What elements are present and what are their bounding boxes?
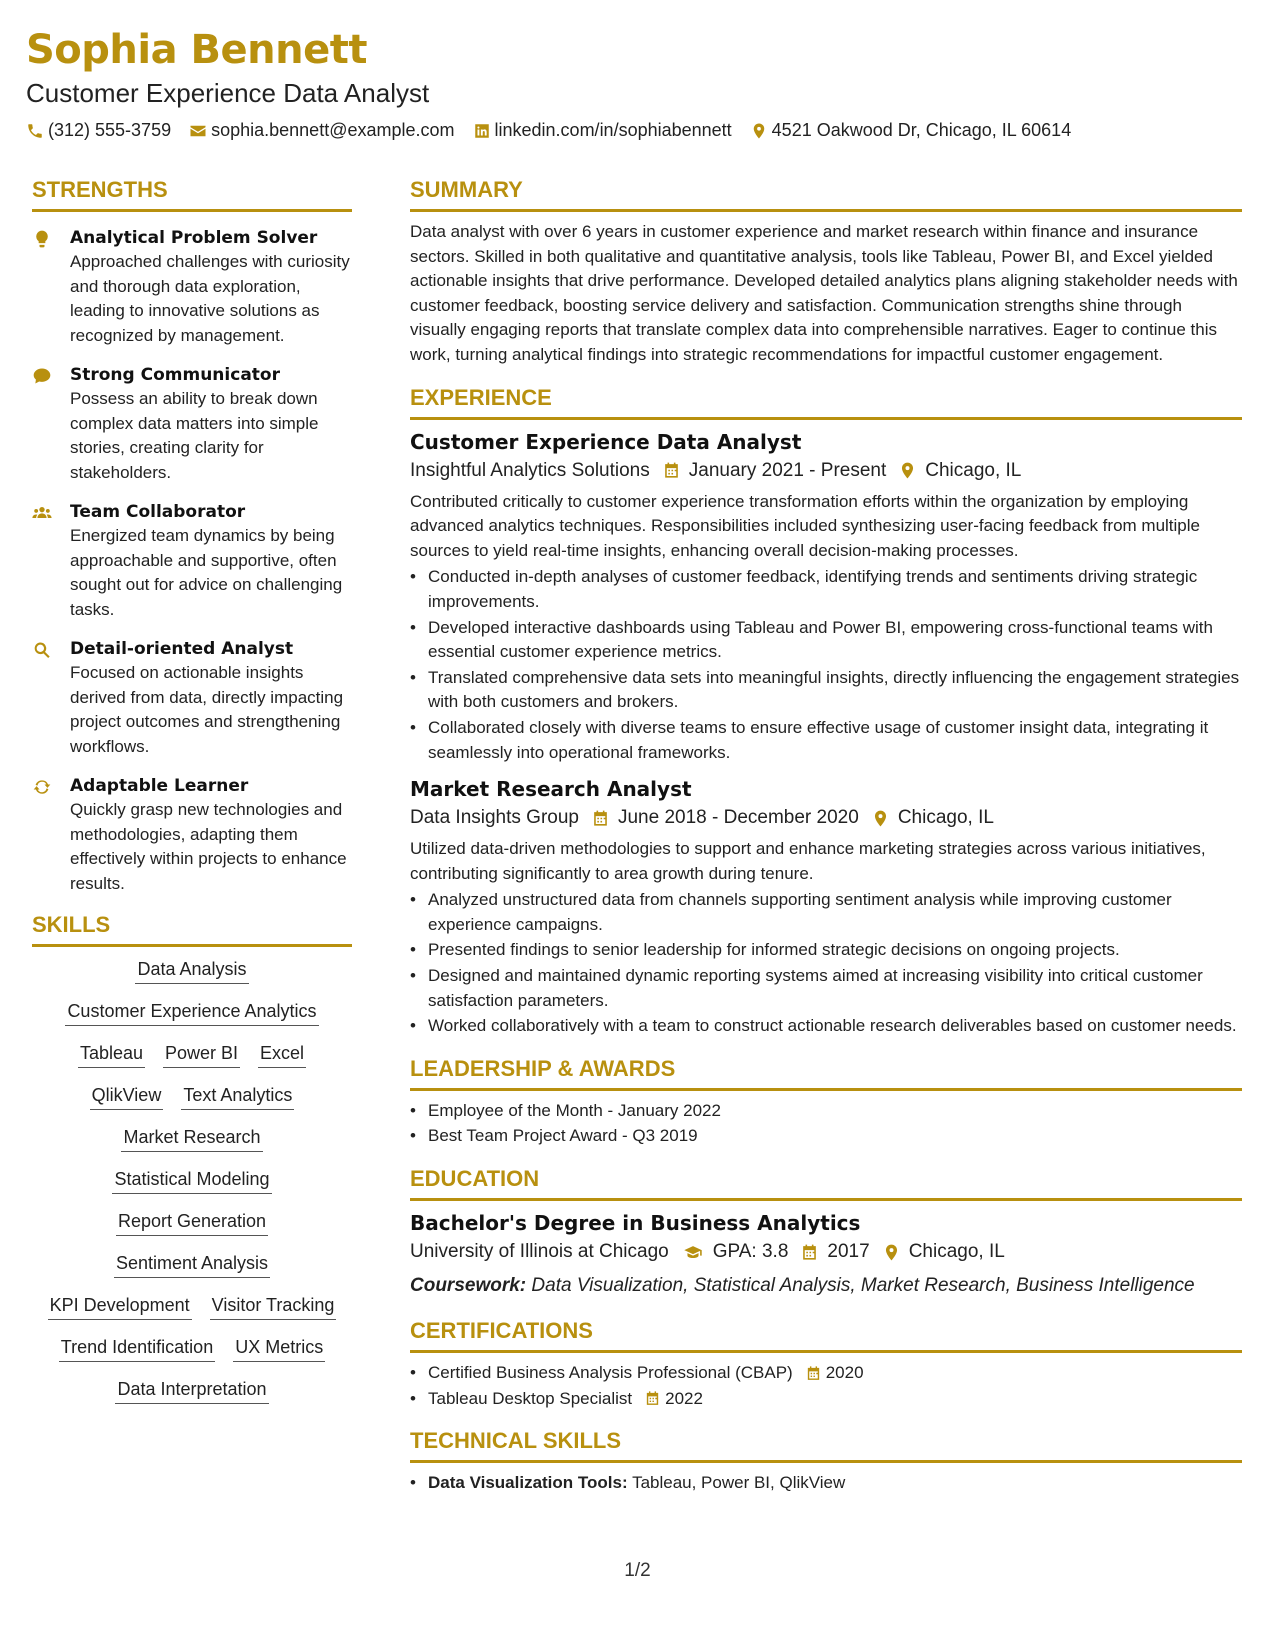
list-item: • Conducted in-depth analyses of customer feedback, identifying trends and sentiments driving strategic improvements. [410, 565, 1242, 614]
skill-tag: Visitor Tracking [210, 1291, 337, 1320]
job-bullets [410, 888, 1242, 1039]
skill-tag: QlikView [90, 1081, 164, 1110]
list-item: • Collaborated closely with diverse teams to ensure effective usage of customer insight data, integrating it seamlessly into operational frameworks. [410, 716, 1242, 765]
job-company: Data Insights Group [410, 807, 579, 829]
graduation-year: 2017 [827, 1241, 870, 1263]
strength-item [32, 637, 352, 759]
education-meta [410, 1237, 1242, 1267]
list-item: • Designed and maintained dynamic reporting systems aimed at increasing visibility into critical customer satisfaction parameters. [410, 964, 1242, 1013]
calendar-icon [805, 1365, 822, 1382]
left-column [32, 176, 352, 1417]
refresh-icon [32, 777, 52, 797]
strength-description: Approached challenges with curiosity and thorough data exploration, leading to innovative solutions as recognized by management. [70, 252, 350, 345]
skill-tag: Excel [258, 1039, 306, 1068]
job-role: Market Research Analyst [410, 777, 692, 802]
list-item: • Translated comprehensive data sets into meaningful insights, directly influencing the engagement strategies with both customers and brokers. [410, 666, 1242, 715]
skill-tag: Statistical Modeling [112, 1165, 271, 1194]
calendar-icon [800, 1243, 819, 1262]
technical-skills-heading: TECHNICAL SKILLS [410, 1427, 1242, 1463]
skill-tag: Data Interpretation [115, 1375, 268, 1404]
job-entry [410, 428, 1242, 766]
education-heading: EDUCATION [410, 1165, 1242, 1201]
job-dates: January 2021 - Present [688, 459, 887, 481]
linkedin-text[interactable]: linkedin.com/in/sophiabennett [494, 120, 732, 140]
skill-tag: Sentiment Analysis [114, 1249, 270, 1278]
certifications-heading: CERTIFICATIONS [410, 1317, 1242, 1353]
strength-item [32, 363, 352, 485]
strength-item [32, 226, 352, 348]
skill-tag: Tableau [78, 1039, 145, 1068]
map-pin-icon [750, 122, 768, 140]
skill-tag: Customer Experience Analytics [65, 997, 318, 1026]
contact-linkedin[interactable] [473, 120, 732, 141]
map-pin-icon [882, 1243, 901, 1262]
cert-name: • Tableau Desktop Specialist [428, 1388, 633, 1408]
strength-description: Focused on actionable insights derived from data, directly impacting project outcomes and strengthening workflows. [70, 663, 344, 756]
candidate-title: Customer Experience Data Analyst [26, 78, 430, 108]
experience-heading: EXPERIENCE [410, 384, 1242, 420]
skill-tag: Trend Identification [59, 1333, 215, 1362]
skills-list [32, 955, 352, 1417]
job-dates: June 2018 - December 2020 [617, 807, 859, 829]
skills-heading: SKILLS [32, 911, 352, 947]
degree-title: Bachelor's Degree in Business Analytics [410, 1211, 861, 1236]
job-location: Chicago, IL [897, 807, 994, 829]
page-number: 1/2 [624, 1560, 651, 1581]
school-name: University of Illinois at Chicago [410, 1241, 669, 1263]
list-item: • Employee of the Month - January 2022 [410, 1099, 1242, 1124]
summary-text: Data analyst with over 6 years in customer experience and market research within finance and insurance sectors. Skilled in both qualitative and quantitative analysis, tools like Tableau, Power BI, and Excel yielded actionable insights that drive performance. Developed detailed analytics plans aligning stakeholder needs with customer feedback, boosting service delivery and satisfaction. Communication strengths shine through visually engaging reports that translate complex data into comprehensible narratives. Eager to continue this work, turning analytical findings into strategic recommendations for impactful customer engagement. [410, 222, 1238, 364]
job-role: Customer Experience Data Analyst [410, 429, 802, 454]
list-item: • Developed interactive dashboards using Tableau and Power BI, empowering cross-functional teams with essential customer experience metrics. [410, 616, 1242, 665]
summary-section [410, 176, 1242, 368]
users-icon [32, 503, 52, 523]
coursework-list: Data Visualization, Statistical Analysis, Market Research, Business Intelligence [531, 1275, 1195, 1297]
list-item: • Analyzed unstructured data from channels supporting sentiment analysis while improving customer experience campaigns. [410, 888, 1242, 937]
phone-text: (312) 555-3759 [48, 120, 172, 140]
contact-email[interactable] [189, 120, 454, 141]
map-pin-icon [871, 809, 890, 828]
strength-title: Detail-oriented Analyst [70, 639, 294, 659]
skill-tag: Report Generation [116, 1207, 268, 1236]
coursework [410, 1271, 1242, 1301]
strength-title: Strong Communicator [70, 365, 280, 385]
lightbulb-icon [32, 229, 52, 249]
strength-title: Team Collaborator [70, 502, 246, 522]
strength-description: Quickly grasp new technologies and methodologies, adapting them effectively within projects to enhance results. [70, 800, 347, 893]
tech-skill-label: Data Visualization Tools: [428, 1473, 628, 1493]
experience-section [410, 384, 1242, 1039]
graduation-cap-icon [681, 1243, 705, 1262]
contact-address [750, 120, 1072, 141]
job-description: Contributed critically to customer experience transformation efforts within the organization by employing advanced analytics techniques. Responsibilities included synthesizing user-facing feedback from multiple sources to yield real-time insights, enhancing overall decision-making processes. [410, 491, 1200, 560]
list-item [410, 1361, 1242, 1386]
gpa: GPA: 3.8 [712, 1241, 789, 1263]
strengths-list [32, 226, 352, 896]
map-pin-icon [898, 461, 917, 480]
job-company: Insightful Analytics Solutions [410, 459, 650, 481]
strengths-heading: STRENGTHS [32, 176, 352, 212]
list-item: • Best Team Project Award - Q3 2019 [410, 1124, 1242, 1149]
skill-tag: Market Research [121, 1123, 262, 1152]
list-item [410, 1471, 1242, 1496]
cert-year: 2020 [825, 1363, 864, 1383]
strength-description: Possess an ability to break down complex data matters into simple stories, creating clarity for stakeholders. [70, 389, 319, 482]
calendar-icon [644, 1390, 661, 1407]
technical-skills-section [410, 1427, 1242, 1496]
cert-name: • Certified Business Analysis Professional (CBAP) [428, 1363, 793, 1383]
summary-heading: SUMMARY [410, 176, 1242, 212]
education-section [410, 1165, 1242, 1301]
linkedin-icon [473, 122, 491, 140]
tech-skill-value: Tableau, Power BI, QlikView [632, 1473, 846, 1493]
job-entry [410, 775, 1242, 1039]
strength-item [32, 774, 352, 896]
calendar-icon [591, 809, 610, 828]
skill-tag: Power BI [163, 1039, 240, 1068]
envelope-icon [189, 122, 207, 140]
leadership-heading: LEADERSHIP & AWARDS [410, 1055, 1242, 1091]
certifications-section [410, 1317, 1242, 1411]
email-text[interactable]: sophia.bennett@example.com [211, 120, 455, 140]
calendar-icon [662, 461, 681, 480]
chat-bubble-icon [32, 366, 52, 386]
right-column [410, 176, 1242, 1512]
candidate-name: Sophia Bennett [26, 27, 367, 73]
list-item: • Presented findings to senior leadership for informed strategic decisions on ongoing projects. [410, 938, 1242, 963]
leadership-section [410, 1055, 1242, 1149]
search-icon [32, 640, 52, 660]
strength-title: Analytical Problem Solver [70, 228, 318, 248]
skill-tag: Data Analysis [135, 955, 248, 984]
job-meta [410, 803, 1242, 833]
list-item: • Worked collaboratively with a team to construct actionable research deliverables based on customer needs. [410, 1014, 1242, 1039]
skill-tag: KPI Development [48, 1291, 192, 1320]
job-location: Chicago, IL [925, 459, 1022, 481]
address-text: 4521 Oakwood Dr, Chicago, IL 60614 [771, 120, 1072, 140]
contact-bar [26, 120, 1246, 141]
job-bullets [410, 565, 1242, 765]
phone-icon [26, 122, 44, 140]
strength-title: Adaptable Learner [70, 776, 249, 796]
skill-tag: Text Analytics [181, 1081, 294, 1110]
job-description: Utilized data-driven methodologies to support and enhance marketing strategies across various initiatives, contributing significantly to area growth during tenure. [410, 839, 1206, 883]
list-item [410, 1387, 1242, 1412]
coursework-label: Coursework: [410, 1275, 527, 1297]
job-meta [410, 456, 1242, 486]
contact-phone [26, 120, 171, 141]
resume-header [26, 24, 1246, 141]
strength-description: Energized team dynamics by being approachable and supportive, often sought out for advice on challenging tasks. [70, 526, 343, 619]
skill-tag: UX Metrics [233, 1333, 325, 1362]
strength-item [32, 500, 352, 622]
cert-year: 2022 [665, 1388, 703, 1408]
school-location: Chicago, IL [908, 1241, 1005, 1263]
